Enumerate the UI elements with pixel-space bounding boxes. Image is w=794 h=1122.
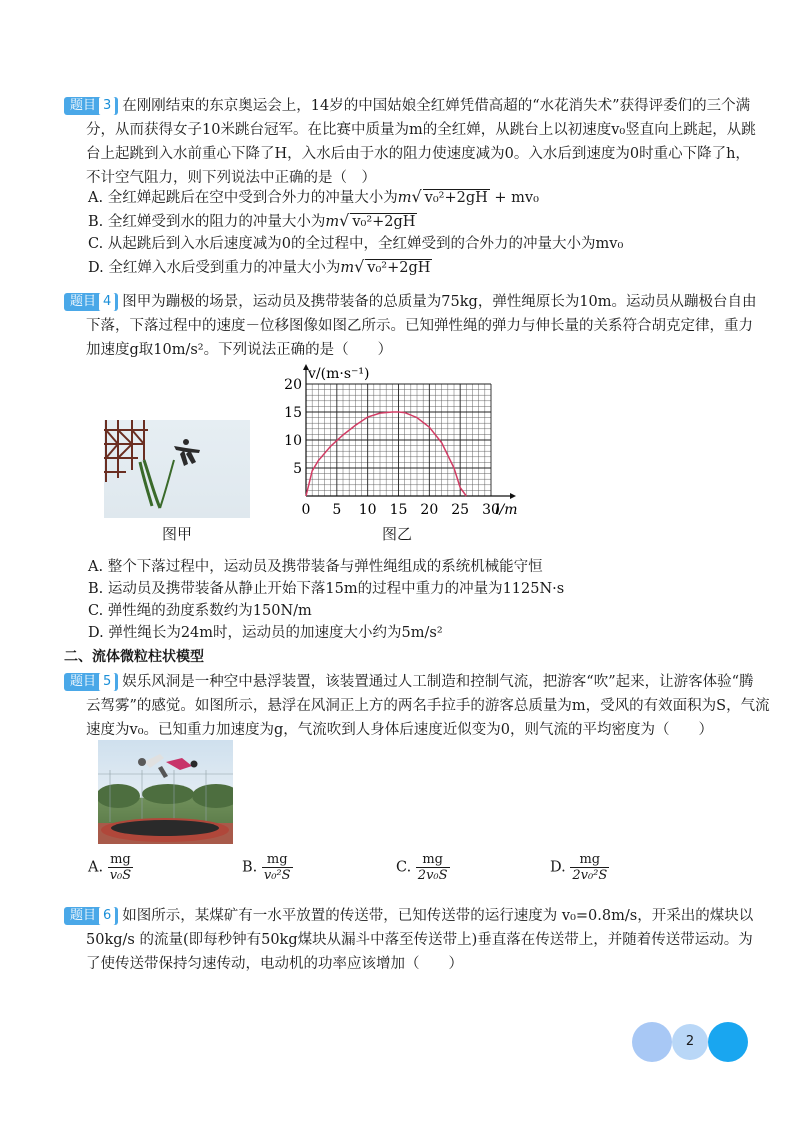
wind-tunnel-photo (98, 740, 233, 844)
x-tick-label: 5 (332, 502, 342, 518)
q3-option-c: C. 从起跳后到入水后速度减为0的全过程中，全红婵受到的合外力的冲量大小为mv₀ (88, 236, 624, 252)
x-tick-label: 20 (420, 502, 439, 518)
q3-text-line4: 不计空气阻力，则下列说法中正确的是（ ） (86, 170, 376, 186)
figure-caption-a: 图甲 (162, 525, 193, 543)
question-6 (64, 904, 754, 976)
y-tick-label: 20 (284, 377, 302, 393)
x-axis-arrow (510, 493, 516, 499)
q4-text-line2: 下落，下落过程中的速度－位移图像如图乙所示。已知弹性绳的弹力与伸长量的关系符合胡克定律，重力 (86, 318, 753, 334)
q4-option-d: D. 弹性绳长为24m时，运动员的加速度大小约为5m/s² (88, 625, 443, 641)
q5-text-line2: 云驾雾”的感觉。如图所示，悬浮在风洞正上方的两名手拉手的游客总质量为m，受风的有效面积为S，气流 (86, 698, 770, 714)
q5-text-line3: 速度为v₀。已知重力加速度为g，气流吹到人身体后速度近似变为0，则气流的平均密度为（ ） (86, 722, 714, 738)
q3-text-line2: 分，从而获得女子10米跳台冠军。在比赛中质量为m的全红婵，从跳台上以初速度v₀竖直向上跳起，从跳 (86, 122, 756, 138)
q3-option-a: A. 全红婵起跳后在空中受到合外力的冲量大小为m√ v₀²+2gH + mv₀ (88, 187, 539, 206)
q4-option-c: C. 弹性绳的劲度系数约为150N/m (88, 603, 312, 619)
question-3 (64, 94, 756, 190)
q3-option-b: B. 全红婵受到水的阻力的冲量大小为m√ v₀²+2gH (88, 211, 416, 230)
q4-option-a: A. 整个下落过程中，运动员及携带装备与弹性绳组成的系统机械能守恒 (88, 559, 543, 575)
x-tick-label: 15 (389, 502, 408, 518)
q3-option-d: D. 全红婵入水后受到重力的冲量大小为m√ v₀²+2gH (88, 257, 431, 276)
chart-y-ticks (284, 377, 302, 477)
page-number: 2 (672, 1024, 708, 1060)
velocity-displacement-chart (282, 362, 522, 522)
x-tick-label: 30 (482, 502, 500, 518)
chart-y-label: v/(m·s⁻¹) (308, 366, 370, 382)
x-tick-label: 0 (301, 502, 311, 518)
question-4 (64, 290, 757, 362)
y-tick-label: 10 (284, 433, 302, 449)
q4-option-b: B. 运动员及携带装备从静止开始下落15m的过程中重力的冲量为1125N·s (88, 581, 565, 597)
figure-caption-b: 图乙 (382, 525, 413, 543)
q5-option-c: C. $\frac{mg}{\text{2v₀S}}$ (396, 852, 448, 883)
q5-option-a: A. $\frac{mg}{\text{v₀S}}$ (88, 852, 132, 883)
q6-text-line1: 如图所示，某煤矿有一水平放置的传送带，已知传送带的运行速度为 v₀=0.8m/s，开采出的煤块以 (122, 908, 754, 924)
decorative-circle-right (708, 1022, 748, 1062)
section-heading: 二、流体微粒柱状模型 (64, 649, 204, 665)
y-tick-label: 5 (293, 461, 302, 477)
x-tick-label: 25 (451, 502, 470, 518)
q3-text-line1: 在刚刚结束的东京奥运会上，14岁的中国姑娘全红婵凭借高超的“水花消失术”获得评委们的三个满 (122, 98, 751, 114)
q4-text-line1: 图甲为蹦极的场景，运动员及携带装备的总质量为75kg，弹性绳原长为10m。运动员从蹦极台自由 (122, 294, 757, 310)
q6-text-line3: 了使传送带保持匀速传动，电动机的功率应该增加（ ） (86, 956, 463, 972)
q3-text-line3: 台上起跳到入水前重心下降了H，入水后由于水的阻力使速度减为0。入水后到速度为0时重心下降了h， (86, 146, 750, 162)
q4-text-line3: 加速度g取10m/s²。下列说法正确的是（ ） (86, 342, 393, 358)
decorative-circle-left (632, 1022, 672, 1062)
question-badge: 题目 5 (64, 673, 118, 691)
question-badge: 题目 4 (64, 293, 118, 311)
bungee-photo (104, 420, 250, 518)
q5-option-d: D. $\frac{mg}{\text{2v₀²S}}$ (550, 852, 608, 883)
question-badge: 题目 6 (64, 907, 118, 925)
question-5 (64, 670, 770, 742)
q5-option-b: B. $\frac{mg}{\text{v₀²S}}$ (242, 852, 291, 883)
y-tick-label: 15 (284, 405, 302, 421)
question-badge: 题目 3 (64, 97, 118, 115)
q6-text-line2: 50kg/s 的流量(即每秒钟有50kg煤块从漏斗中落至传送带上)垂直落在传送带上，并随着传送带运动。为 (86, 932, 753, 948)
x-tick-label: 10 (358, 502, 377, 518)
chart-x-label: l/m (495, 502, 518, 518)
chart-x-ticks (302, 502, 500, 518)
q5-text-line1: 娱乐风洞是一种空中悬浮装置，该装置通过人工制造和控制气流，把游客“吹”起来，让游客体验“腾 (122, 674, 754, 690)
